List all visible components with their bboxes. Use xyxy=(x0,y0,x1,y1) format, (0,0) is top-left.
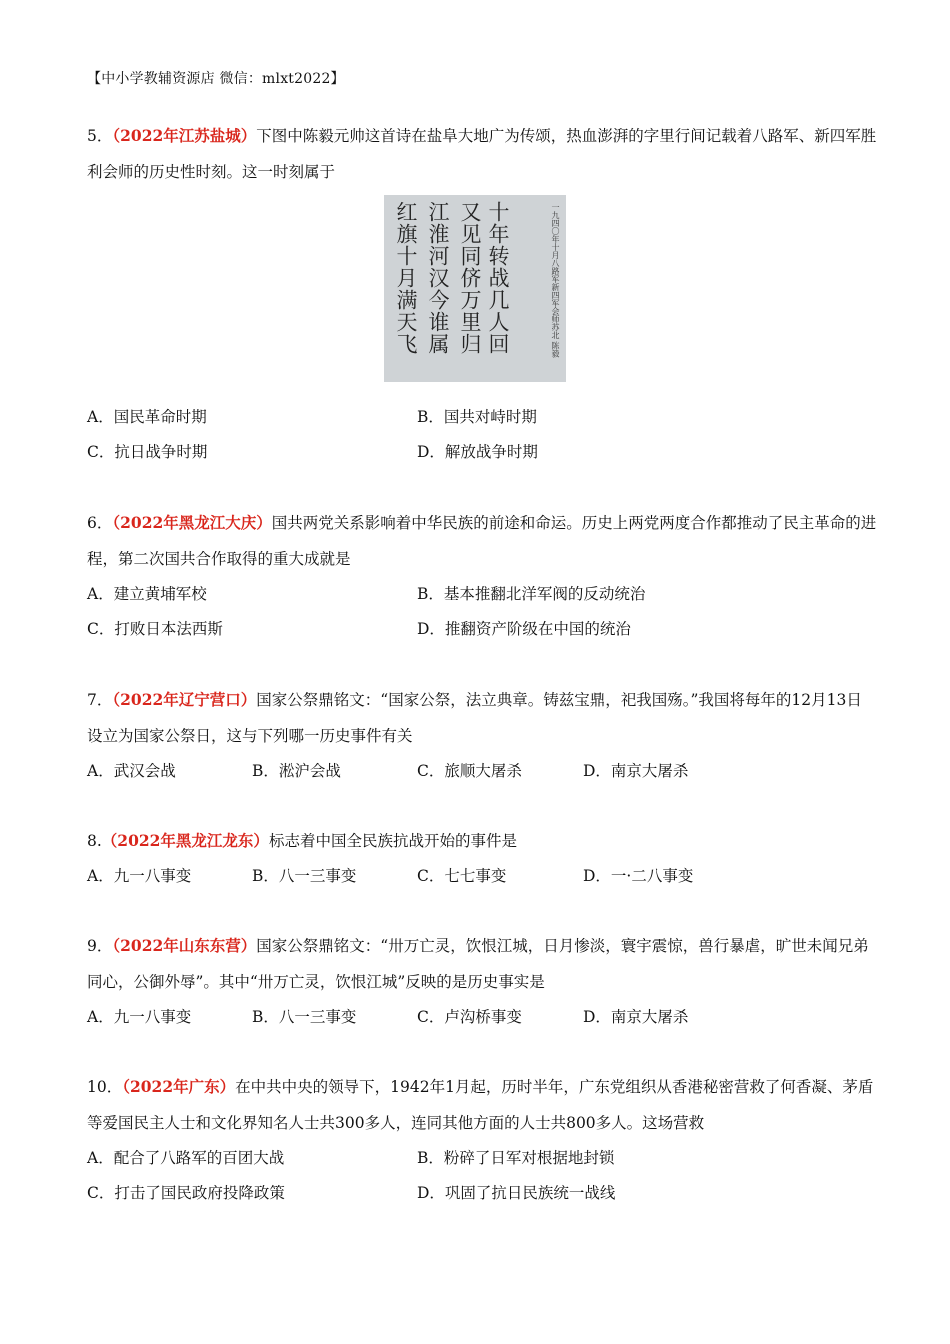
question-number: 8. xyxy=(87,832,102,850)
question-number: 7． xyxy=(87,691,113,709)
option-a[interactable]: A．国民革命时期 xyxy=(87,408,207,426)
question-5-options xyxy=(87,400,877,470)
poem-line-4: 红旗十月满天飞 xyxy=(394,201,418,355)
option-a[interactable]: A．武汉会战 xyxy=(87,762,176,780)
question-text: 在中共中央的领导下，1942年1月起，历时半年，广东党组织从香港秘密营救了何香凝、茅盾等爱国民主人士和文化界知名人士共300多人，连同其他方面的人士共800多人。这场营救 xyxy=(87,1078,874,1132)
question-9 xyxy=(87,928,877,1035)
question-source: （2022年黑龙江龙东） xyxy=(101,831,269,850)
question-stem xyxy=(87,823,877,859)
question-source: （2022年江苏盐城） xyxy=(112,126,257,145)
poem-line-3: 江淮河汉今谁属 xyxy=(426,201,450,355)
question-8 xyxy=(87,823,877,894)
option-b[interactable]: B．基本推翻北洋军阀的反动统治 xyxy=(417,585,646,603)
question-stem xyxy=(87,928,877,1000)
question-10 xyxy=(87,1069,877,1211)
question-number: 9． xyxy=(87,937,113,955)
question-source: （2022年黑龙江大庆） xyxy=(112,513,272,532)
option-a[interactable]: A．九一八事变 xyxy=(87,1008,192,1026)
question-text: 下图中陈毅元帅这首诗在盐阜大地广为传颂，热血澎湃的字里行间记载着八路军、新四军胜利会师的历史性时刻。这一时刻属于 xyxy=(87,127,877,181)
question-6 xyxy=(87,505,877,647)
option-d[interactable]: D．推翻资产阶级在中国的统治 xyxy=(417,620,631,638)
question-stem xyxy=(87,505,877,577)
option-b[interactable]: B．淞沪会战 xyxy=(252,762,341,780)
option-c[interactable]: C．旅顺大屠杀 xyxy=(417,762,522,780)
question-text: 国家公祭鼎铭文：“卅万亡灵，饮恨江城，日月惨淡，寰宇震惊，兽行暴虐，旷世未闻兄弟同心，公御外辱”。其中“卅万亡灵，饮恨江城”反映的是历史事实是 xyxy=(87,937,869,991)
question-7 xyxy=(87,682,877,789)
poem-line-2: 又见同侪万里归 xyxy=(458,201,482,355)
poem-calligraphy-image xyxy=(384,195,566,382)
option-d[interactable]: D．巩固了抗日民族统一战线 xyxy=(417,1184,616,1202)
page-header: 【中小学教辅资源店 微信：mlxt2022】 xyxy=(87,71,345,87)
question-text: 国家公祭鼎铭文：“国家公祭，法立典章。铸兹宝鼎，祀我国殇。”我国将每年的12月13日设立为国家公祭日，这与下列哪一历史事件有关 xyxy=(87,691,862,745)
poem-inscription: 一九四〇年十月八路军新四军会师苏北 陈毅 xyxy=(551,203,560,358)
question-number: 6． xyxy=(87,514,113,532)
option-c[interactable]: C．打败日本法西斯 xyxy=(87,620,223,638)
question-source: （2022年山东东营） xyxy=(112,936,257,955)
option-c[interactable]: C．卢沟桥事变 xyxy=(417,1008,522,1026)
option-c[interactable]: C．抗日战争时期 xyxy=(87,443,208,461)
question-source: （2022年辽宁营口） xyxy=(112,690,257,709)
question-number: 10． xyxy=(87,1078,123,1096)
question-5 xyxy=(87,118,877,190)
option-a[interactable]: A．九一八事变 xyxy=(87,867,192,885)
question-stem xyxy=(87,118,877,190)
question-source: （2022年广东） xyxy=(122,1077,236,1096)
question-text: 标志着中国全民族抗战开始的事件是 xyxy=(268,832,517,850)
option-d[interactable]: D．一·二八事变 xyxy=(583,867,694,885)
option-d[interactable]: D．南京大屠杀 xyxy=(583,1008,689,1026)
option-b[interactable]: B．粉碎了日军对根据地封锁 xyxy=(417,1149,615,1167)
question-number: 5． xyxy=(87,127,113,145)
question-stem xyxy=(87,682,877,754)
option-b[interactable]: B．八一三事变 xyxy=(252,1008,357,1026)
option-d[interactable]: D．解放战争时期 xyxy=(417,443,538,461)
question-text: 国共两党关系影响着中华民族的前途和命运。历史上两党两度合作都推动了民主革命的进程，第二次国共合作取得的重大成就是 xyxy=(87,514,877,568)
question-stem xyxy=(87,1069,877,1141)
option-d[interactable]: D．南京大屠杀 xyxy=(583,762,689,780)
option-c[interactable]: C．七七事变 xyxy=(417,867,507,885)
option-a[interactable]: A．建立黄埔军校 xyxy=(87,585,207,603)
option-b[interactable]: B．八一三事变 xyxy=(252,867,357,885)
poem-line-1: 十年转战几人回 xyxy=(486,201,510,355)
option-a[interactable]: A．配合了八路军的百团大战 xyxy=(87,1149,285,1167)
option-b[interactable]: B．国共对峙时期 xyxy=(417,408,537,426)
option-c[interactable]: C．打击了国民政府投降政策 xyxy=(87,1184,285,1202)
